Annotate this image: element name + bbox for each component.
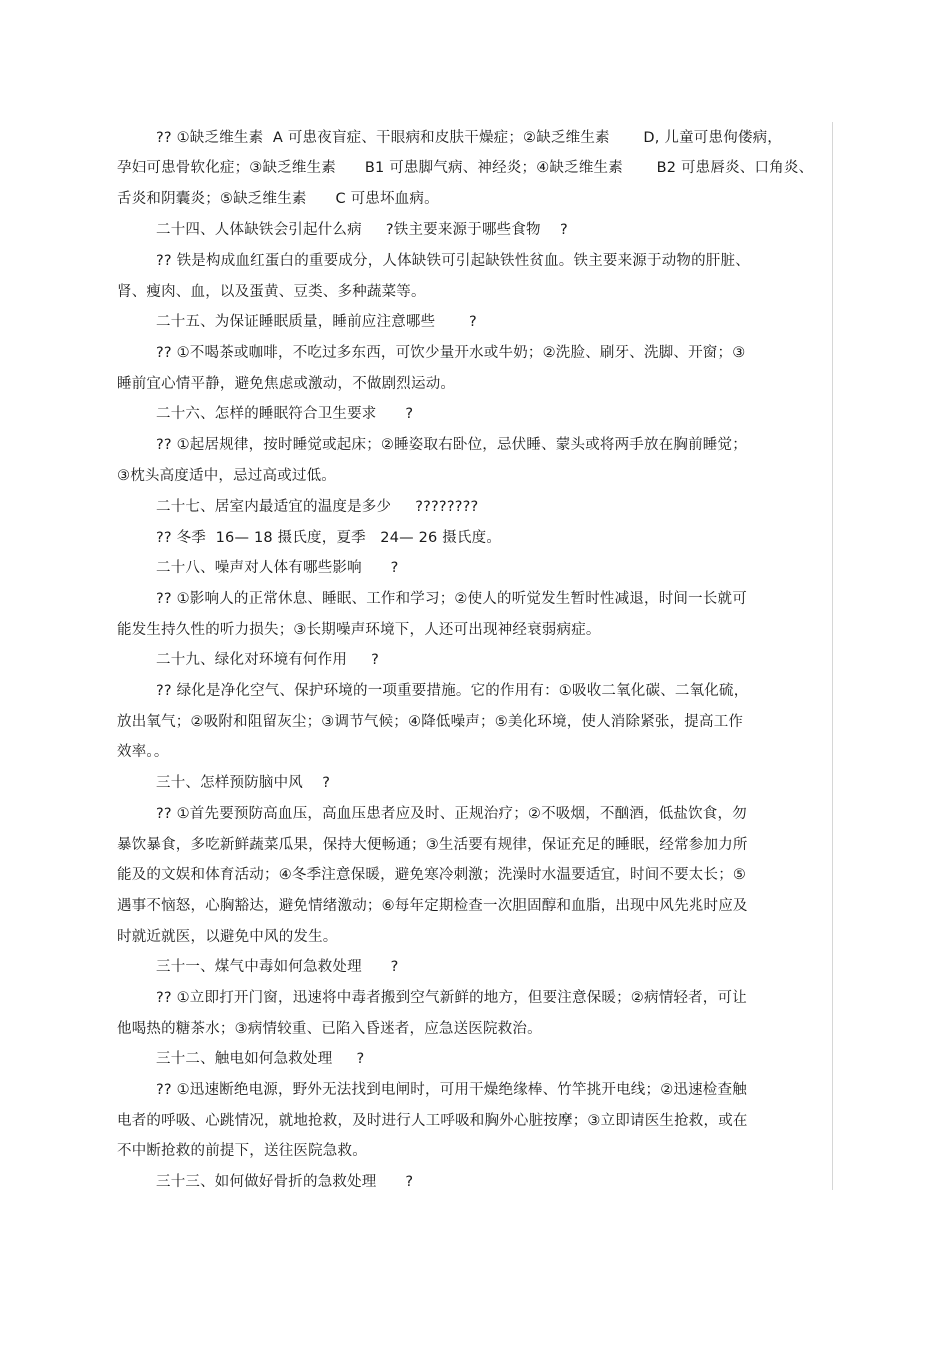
- text-line: ?? ①迅速断绝电源，野外无法找到电闸时，可用干燥绝缘棒、竹竿挑开电线；②迅速检查触: [156, 1082, 747, 1098]
- text-line: 时就近就医，以避免中风的发生。: [117, 929, 338, 945]
- text-line: 肾、瘦肉、血，以及蛋黄、豆类、多种蔬菜等。: [117, 284, 426, 300]
- text-line: 不中断抢救的前提下，送往医院急救。: [117, 1143, 367, 1159]
- text-line: ?? ①缺乏维生素 A 可患夜盲症、干眼病和皮肤干燥症；②缺乏维生素 D, 儿童可患佝偻病，: [156, 130, 782, 146]
- text-line: ?? ①首先要预防高血压，高血压患者应及时、正规治疗；②不吸烟，不酗酒，低盐饮食，勿: [156, 806, 747, 822]
- text-line: ?? 铁是构成血红蛋白的重要成分，人体缺铁可引起缺铁性贫血。铁主要来源于动物的肝脏、: [156, 253, 750, 269]
- section-heading: 二十七、居室内最适宜的温度是多少 ????????: [156, 499, 479, 515]
- text-line: 能及的文娱和体育活动；④冬季注意保暖，避免寒冷刺激；洗澡时水温要适宜，时间不要太长；⑤: [117, 867, 747, 883]
- text-line: ?? ①起居规律，按时睡觉或起床；②睡姿取右卧位，忌伏睡、蒙头或将两手放在胸前睡觉；: [156, 437, 747, 453]
- text-line: 他喝热的糖茶水；③病情较重、已陷入昏迷者，应急送医院救治。: [117, 1021, 542, 1037]
- section-heading: 二十六、怎样的睡眠符合卫生要求 ?: [156, 406, 414, 422]
- section-heading: 三十二、触电如何急救处理 ?: [156, 1051, 365, 1067]
- text-line: 睡前宜心情平静，避免焦虑或激动，不做剧烈运动。: [117, 376, 456, 392]
- text-line: ?? ①影响人的正常休息、睡眠、工作和学习；②使人的听觉发生暂时性减退，时间一长就可: [156, 591, 747, 607]
- text-line: 舌炎和阴囊炎；⑤缺乏维生素 C 可患坏血病。: [117, 191, 439, 207]
- text-line: 放出氧气；②吸附和阻留灰尘；③调节气候；④降低噪声；⑤美化环境，使人消除紧张，提高工作: [117, 714, 744, 730]
- text-line: ?? 冬季 16— 18 摄氏度，夏季 24— 26 摄氏度。: [156, 530, 502, 546]
- section-heading: 三十三、如何做好骨折的急救处理 ?: [156, 1174, 414, 1190]
- text-line: 效率。。: [117, 744, 169, 760]
- section-heading: 三十一、煤气中毒如何急救处理 ?: [156, 959, 399, 975]
- text-line: 电者的呼吸、心跳情况，就地抢救，及时进行人工呼吸和胸外心脏按摩；③立即请医生抢救，或在: [117, 1113, 748, 1129]
- text-line: 能发生持久性的听力损失；③长期噪声环境下，人还可出现神经衰弱病症。: [117, 622, 601, 638]
- section-heading: 二十五、为保证睡眠质量，睡前应注意哪些 ?: [156, 314, 477, 330]
- section-heading: 二十四、人体缺铁会引起什么病 ?铁主要来源于哪些食物 ?: [156, 222, 568, 238]
- text-line: 遇事不恼怒，心胸豁达，避免情绪激动；⑥每年定期检查一次胆固醇和血脂，出现中风先兆时应及: [117, 898, 748, 914]
- text-line: 暴饮暴食，多吃新鲜蔬菜瓜果，保持大便畅通；③生活要有规律，保证充足的睡眠，经常参加力所: [117, 837, 748, 853]
- text-line: ③枕头高度适中，忌过高或过低。: [117, 468, 336, 484]
- section-heading: 二十八、噪声对人体有哪些影响 ?: [156, 560, 399, 576]
- text-line: ?? ①立即打开门窗，迅速将中毒者搬到空气新鲜的地方，但要注意保暖；②病情轻者，可让: [156, 990, 747, 1006]
- text-line: ?? 绿化是净化空气、保护环境的一项重要措施。它的作用有：①吸收二氧化碳、二氧化硫，: [156, 683, 749, 699]
- text-line: ?? ①不喝茶或咖啡，不吃过多东西，可饮少量开水或牛奶；②洗脸、刷牙、洗脚、开窗；③: [156, 345, 746, 361]
- text-line: 孕妇可患骨软化症；③缺乏维生素 B1 可患脚气病、神经炎；④缺乏维生素 B2 可患唇炎、口角炎、: [117, 160, 814, 176]
- section-heading: 三十、怎样预防脑中风 ?: [156, 775, 331, 791]
- section-heading: 二十九、绿化对环境有何作用 ?: [156, 652, 380, 668]
